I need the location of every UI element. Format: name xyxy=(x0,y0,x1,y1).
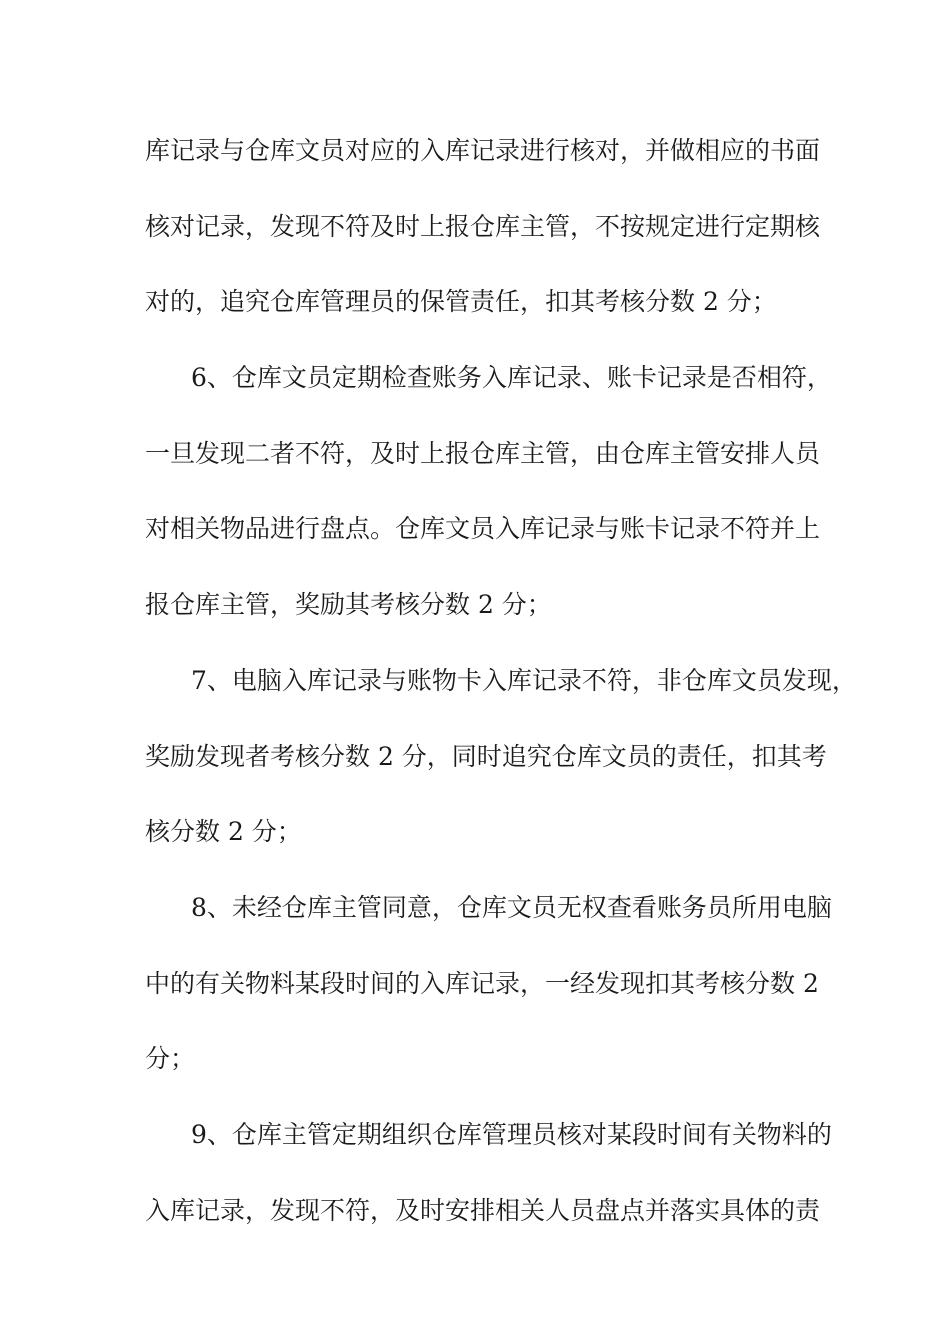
body-text xyxy=(145,131,857,1266)
paragraph-7-start: 7、电脑入库记录与账物卡入库记录不符，非仓库文员发现， xyxy=(191,665,857,695)
text-line: 核分数 2 分； xyxy=(145,817,302,847)
text-line: 对相关物品进行盘点。仓库文员入库记录与账卡记录不符并上 xyxy=(145,514,821,544)
text-line: 报仓库主管，奖励其考核分数 2 分； xyxy=(145,590,552,620)
text-line: 库记录与仓库文员对应的入库记录进行核对，并做相应的书面 xyxy=(145,136,821,165)
text-line: 一旦发现二者不符，及时上报仓库主管，由仓库主管安排人员 xyxy=(145,438,821,468)
paragraph-8-start: 8、未经仓库主管同意，仓库文员无权查看账务员所用电脑 xyxy=(191,892,832,922)
text-line: 分； xyxy=(145,1044,196,1074)
text-line: 中的有关物料某段时间的入库记录，一经发现扣其考核分数 2 xyxy=(145,968,819,998)
paragraph-6-start: 6、仓库文员定期检查账务入库记录、账卡记录是否相符， xyxy=(191,363,832,393)
text-line: 核对记录，发现不符及时上报仓库主管，不按规定进行定期核 xyxy=(145,211,821,241)
text-line: 奖励发现者考核分数 2 分，同时追究仓库文员的责任，扣其考 xyxy=(145,741,827,771)
paragraph-9-start: 9、仓库主管定期组织仓库管理员核对某段时间有关物料的 xyxy=(191,1119,832,1149)
text-line: 入库记录，发现不符，及时安排相关人员盘点并落实具体的责 xyxy=(145,1195,821,1225)
text-line: 对的，追究仓库管理员的保管责任，扣其考核分数 2 分； xyxy=(145,287,777,317)
